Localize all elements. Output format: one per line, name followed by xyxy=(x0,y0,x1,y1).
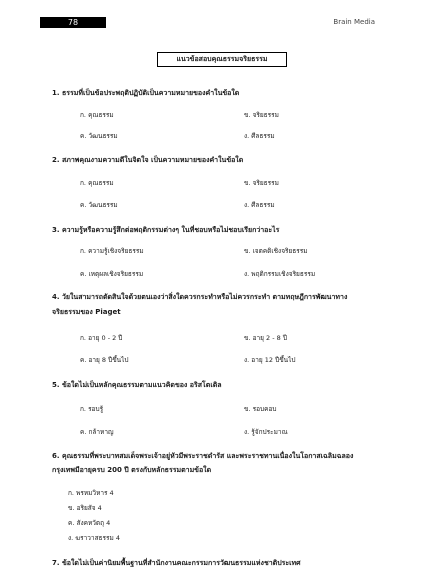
question-4-line-1: 4. วัยในสามารถตัดสินใจด้วยตนเองว่าสิ่งใดควรกระทำหรือไม่ควรกระทำ ตามทฤษฎีการพัฒนาทาง xyxy=(52,293,348,301)
q2-option-a: ก. คุณธรรม xyxy=(80,179,114,187)
question-6-line-2: กรุงเทพมีอายุครบ 200 ปี ตรงกับหลักธรรมตามข้อใด xyxy=(52,466,212,474)
q2-option-b: ข. จริยธรรม xyxy=(244,179,279,187)
q2-option-d: ง. ศีลธรรม xyxy=(244,201,275,209)
q4-option-b: ข. อายุ 2 - 8 ปี xyxy=(244,334,287,342)
q4-option-a: ก. อายุ 0 - 2 ปี xyxy=(80,334,123,342)
q3-option-c: ค. เหตุผลเชิงจริยธรรม xyxy=(80,270,144,278)
q5-option-b: ข. รอบคอบ xyxy=(244,405,277,413)
q3-option-a: ก. ความรู้เชิงจริยธรรม xyxy=(80,247,144,255)
q1-option-c: ค. วัฒนธรรม xyxy=(80,132,118,140)
q1-option-d: ง. ศีลธรรม xyxy=(244,132,275,140)
q2-option-c: ค. วัฒนธรรม xyxy=(80,201,118,209)
question-5: 5. ข้อใดไม่เป็นหลักคุณธรรมตามแนวคิดของ อริสโตเติล xyxy=(52,381,222,389)
question-7: 7. ข้อใดไม่เป็นค่านิยมพื้นฐานที่สำนักงานคณะกรรมการวัฒนธรรมแห่งชาติประเทศ xyxy=(52,559,301,567)
document-title: แนวข้อสอบคุณธรรมจริยธรรม xyxy=(157,52,287,67)
question-4-line-2: จริยธรรมของ Piaget xyxy=(52,308,121,316)
question-2: 2. สภาพคุณงามความดีในจิตใจ เป็นความหมายของคำในข้อใด xyxy=(52,156,244,164)
q5-option-a: ก. รอบรู้ xyxy=(80,405,104,413)
q6-option-d: ง. ฆราวาสธรรม 4 xyxy=(68,534,120,542)
q4-option-d: ง. อายุ 12 ปีขึ้นไป xyxy=(244,356,296,364)
question-6-line-1: 6. คุณธรรมที่พระบาทสมเด็จพระเจ้าอยู่หัวมีพระราชดำรัส และพระราชทานเนื่องในโอกาสเฉลิมฉลอง xyxy=(52,452,354,460)
q6-option-a: ก. พรหมวิหาร 4 xyxy=(68,489,114,497)
q1-option-a: ก. คุณธรรม xyxy=(80,111,114,119)
question-3: 3. ความรู้หรือความรู้สึกต่อพฤติกรรมต่างๆ ในที่ชอบหรือไม่ชอบเรียกว่าอะไร xyxy=(52,226,280,234)
q3-option-b: ข. เจตคติเชิงจริยธรรม xyxy=(244,247,308,255)
publisher-brand: Brain Media xyxy=(333,18,375,26)
question-1: 1. ธรรมที่เป็นข้อประพฤติปฏิบัติเป็นความหมายของคำในข้อใด xyxy=(52,89,240,97)
q5-option-d: ง. รู้จักประมาณ xyxy=(244,428,288,436)
q5-option-c: ค. กล้าหาญ xyxy=(80,428,114,436)
q3-option-d: ง. พฤติกรรมเชิงจริยธรรม xyxy=(244,270,316,278)
q6-option-b: ข. อริยสัจ 4 xyxy=(68,504,102,512)
q4-option-c: ค. อายุ 8 ปีขึ้นไป xyxy=(80,356,129,364)
q1-option-b: ข. จริยธรรม xyxy=(244,111,279,119)
page-number: 78 xyxy=(40,17,106,28)
q6-option-c: ค. สังคหวัตถุ 4 xyxy=(68,519,111,527)
